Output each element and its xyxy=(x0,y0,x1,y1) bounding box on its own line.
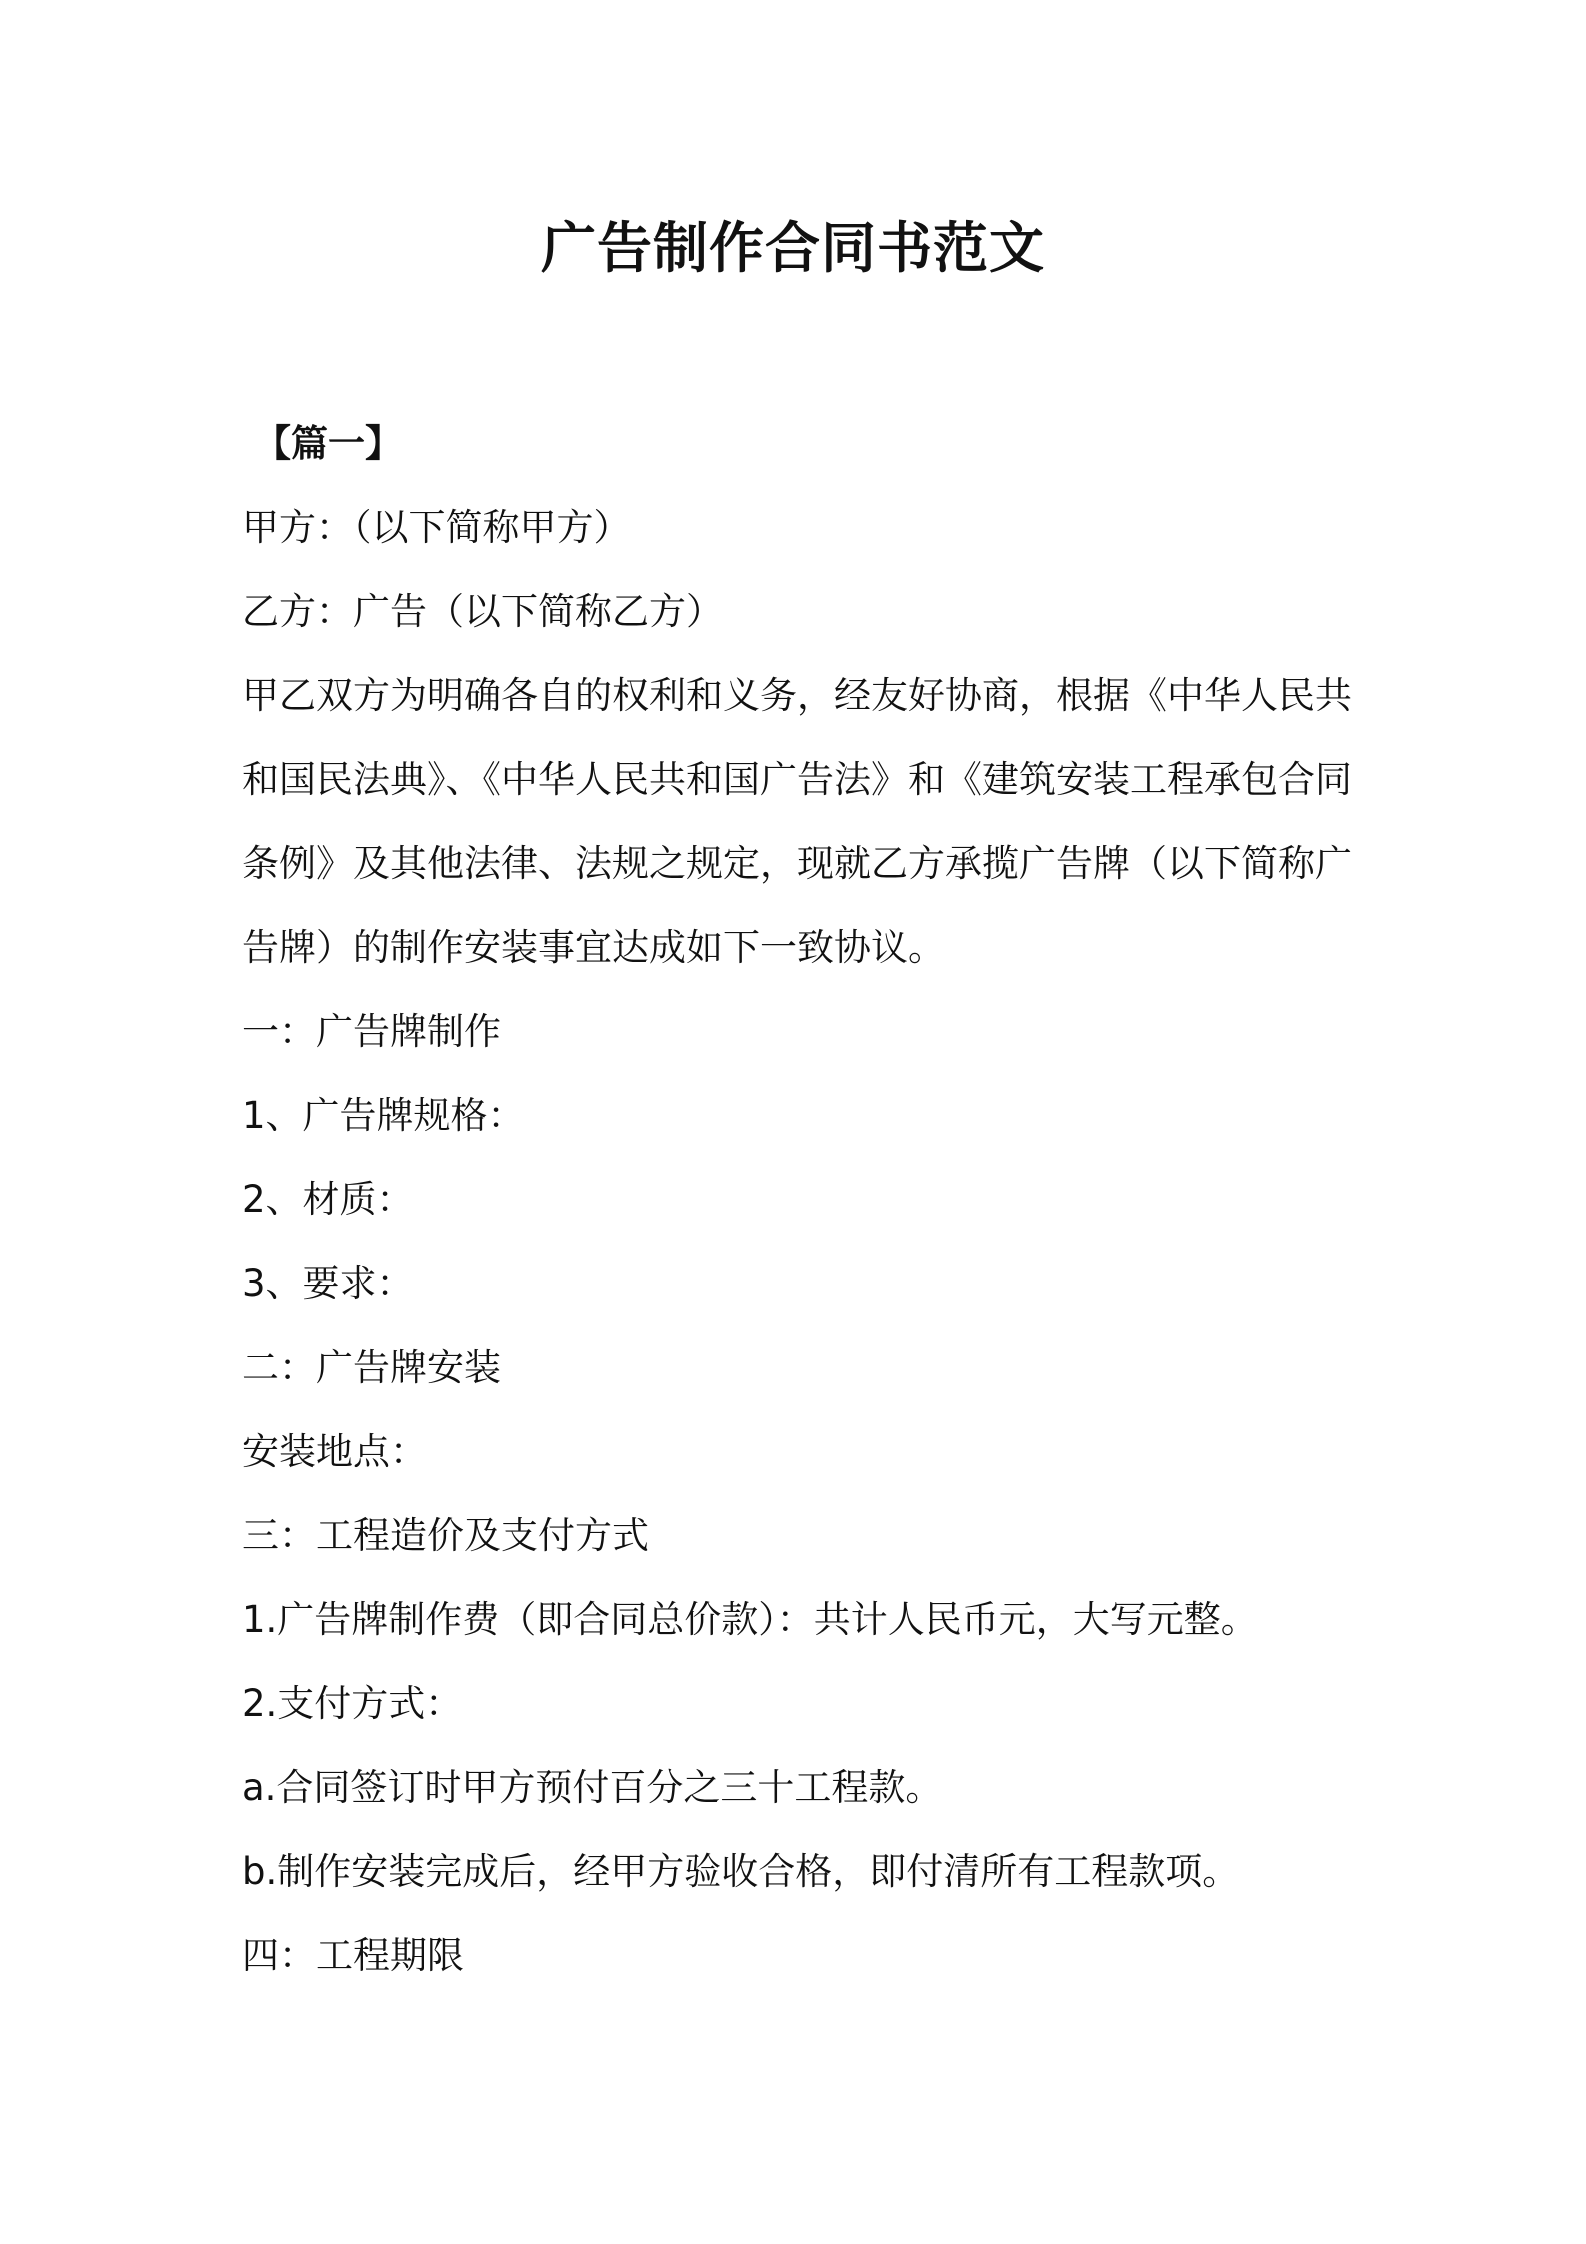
clause-item-spec: 1、广告牌规格： xyxy=(242,1094,525,1137)
clause-item-requirement: 3、要求： xyxy=(242,1262,414,1305)
preamble-line-2: 和国民法典》、《中华人民共和国广告法》和《建筑安装工程承包合同 xyxy=(242,758,1352,801)
section-label: 【篇一】 xyxy=(254,422,402,465)
document-body xyxy=(242,402,1362,1998)
clause-item-payment-b: b.制作安装完成后，经甲方验收合格，即付清所有工程款项。 xyxy=(242,1850,1240,1893)
clause-item-material: 2、材质： xyxy=(242,1178,414,1221)
party-a-line: 甲方：（以下简称甲方） xyxy=(242,506,631,549)
clause-heading-4: 四：工程期限 xyxy=(242,1934,464,1977)
clause-item-fee: 1.广告牌制作费（即合同总价款）：共计人民币元，大写元整。 xyxy=(242,1598,1258,1641)
document-title: 广告制作合同书范文 xyxy=(540,216,1045,280)
party-b-line: 乙方：广告（以下简称乙方） xyxy=(242,590,723,633)
clause-heading-2: 二：广告牌安装 xyxy=(242,1346,501,1389)
clause-heading-3: 三：工程造价及支付方式 xyxy=(242,1514,649,1557)
preamble-line-4: 告牌）的制作安装事宜达成如下一致协议。 xyxy=(242,926,945,969)
preamble-line-1: 甲乙双方为明确各自的权利和义务，经友好协商，根据《中华人民共 xyxy=(242,674,1352,717)
clause-item-location: 安装地点： xyxy=(242,1430,427,1473)
clause-item-payment-a: a.合同签订时甲方预付百分之三十工程款。 xyxy=(242,1766,943,1809)
clause-heading-1: 一：广告牌制作 xyxy=(242,1010,501,1053)
preamble-line-3: 条例》及其他法律、法规之规定，现就乙方承揽广告牌（以下简称广 xyxy=(242,842,1352,885)
clause-item-payment: 2.支付方式： xyxy=(242,1682,463,1725)
